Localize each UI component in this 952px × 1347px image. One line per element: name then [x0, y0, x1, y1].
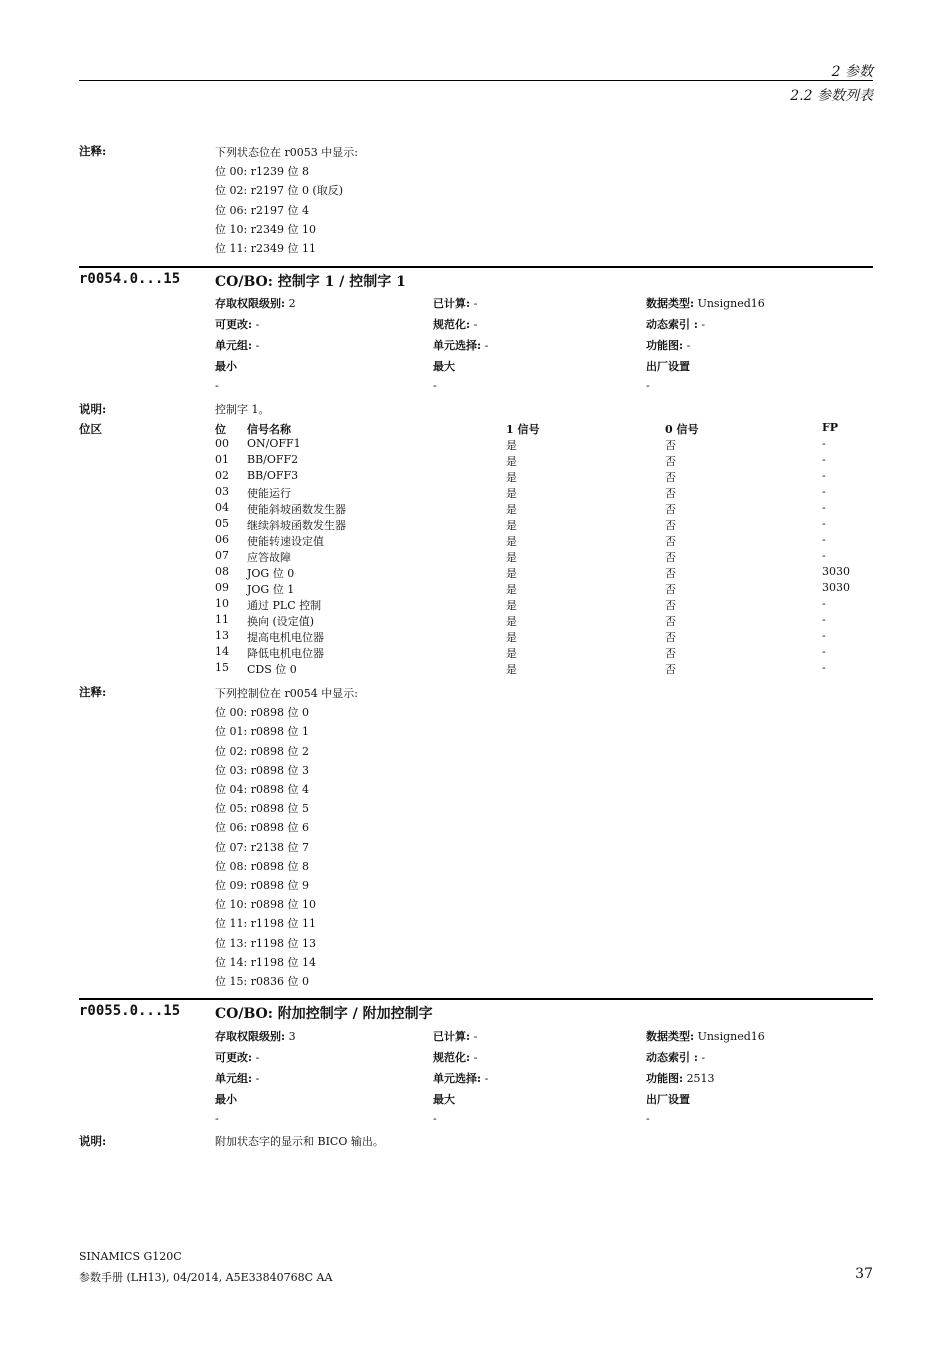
col-bit: 位	[215, 423, 226, 436]
top-note-block	[215, 143, 358, 258]
function-diagram-label: 功能图:	[646, 339, 684, 352]
param-divider	[79, 266, 873, 268]
factory-label: 出厂设置	[646, 1093, 690, 1106]
signal-1: 是	[506, 551, 517, 564]
calculated	[433, 295, 477, 311]
table-row	[215, 597, 875, 613]
note-line: 位 06: r2197 位 4	[215, 203, 309, 217]
signal-0: 否	[665, 631, 676, 644]
fp-ref: -	[822, 661, 826, 674]
chapter-title: 2 参数	[831, 64, 873, 80]
fp-ref: -	[822, 517, 826, 530]
dynamic-index-value: -	[701, 1051, 706, 1064]
table-row	[215, 661, 875, 677]
signal-1: 是	[506, 535, 517, 548]
note-line: 位 00: r1239 位 8	[215, 165, 309, 179]
signal-1: 是	[506, 487, 517, 500]
max-label: 最大	[433, 1093, 455, 1106]
min-label: 最小	[215, 1093, 237, 1106]
calculated-value: -	[473, 1030, 478, 1043]
section-title: 2.2 参数列表	[790, 88, 873, 104]
table-row	[215, 549, 875, 565]
signal-name: 降低电机电位器	[247, 647, 324, 660]
scaling-value: -	[473, 318, 478, 331]
max-label: 最大	[433, 360, 455, 373]
col-signal-0: 0 信号	[665, 423, 699, 436]
unit-group	[215, 337, 259, 353]
dynamic-index-label: 动态索引 :	[646, 1051, 698, 1064]
access-level-value: 2	[288, 297, 296, 310]
note-line: 位 14: r1198 位 14	[215, 955, 316, 969]
bitfield-header	[215, 421, 875, 437]
table-row	[215, 613, 875, 629]
note-intro: 下列状态位在 r0053 中显示:	[215, 146, 358, 159]
description-text: 附加状态字的显示和 BICO 输出。	[215, 1135, 384, 1148]
function-diagram	[646, 337, 690, 353]
table-row	[215, 581, 875, 597]
signal-0: 否	[665, 439, 676, 452]
data-type	[646, 1028, 765, 1044]
max-value: -	[433, 379, 437, 392]
signal-1: 是	[506, 567, 517, 580]
signal-name: 继续斜坡函数发生器	[247, 519, 346, 532]
unit-group	[215, 1070, 259, 1086]
note-line: 位 13: r1198 位 13	[215, 936, 316, 950]
access-level-label: 存取权限级别:	[215, 297, 286, 310]
factory-label: 出厂设置	[646, 360, 690, 373]
col-signal-1: 1 信号	[506, 423, 540, 436]
signal-name: 使能转速设定值	[247, 535, 324, 548]
signal-name: 换向 (设定值)	[247, 615, 315, 628]
bit-number: 13	[215, 629, 229, 642]
signal-0: 否	[665, 503, 676, 516]
note-line: 位 09: r0898 位 9	[215, 879, 309, 893]
access-level-label: 存取权限级别:	[215, 1030, 286, 1043]
signal-1: 是	[506, 599, 517, 612]
min-value: -	[215, 1112, 219, 1125]
note-line: 位 00: r0898 位 0	[215, 706, 309, 720]
signal-1: 是	[506, 503, 517, 516]
bit-number: 14	[215, 645, 229, 658]
signal-1: 是	[506, 519, 517, 532]
signal-0: 否	[665, 455, 676, 468]
note-line: 位 01: r0898 位 1	[215, 725, 309, 739]
unit-selection	[433, 1070, 488, 1086]
calculated	[433, 1028, 477, 1044]
note-line: 位 02: r0898 位 2	[215, 744, 309, 758]
data-type-label: 数据类型:	[646, 1030, 695, 1043]
signal-0: 否	[665, 615, 676, 628]
fp-ref: -	[822, 501, 826, 514]
bit-number: 00	[215, 437, 229, 450]
table-row	[215, 645, 875, 661]
function-diagram-value: -	[686, 339, 691, 352]
description-label: 说明:	[79, 402, 107, 416]
bit-number: 05	[215, 517, 229, 530]
bit-number: 11	[215, 613, 229, 626]
bit-number: 02	[215, 469, 229, 482]
data-type-label: 数据类型:	[646, 297, 695, 310]
signal-0: 否	[665, 599, 676, 612]
data-type-value: Unsigned16	[697, 297, 765, 310]
fp-ref: -	[822, 597, 826, 610]
unit-group-label: 单元组:	[215, 1072, 253, 1085]
bit-number: 04	[215, 501, 229, 514]
fp-ref: -	[822, 549, 826, 562]
scaling	[433, 316, 477, 332]
signal-1: 是	[506, 631, 517, 644]
signal-0: 否	[665, 519, 676, 532]
dynamic-index	[646, 316, 705, 332]
fp-ref: 3030	[822, 565, 850, 578]
note-line: 位 07: r2138 位 7	[215, 840, 309, 854]
col-signal-name: 信号名称	[247, 423, 291, 436]
param-id: r0054.0...15	[79, 271, 181, 287]
max-value: -	[433, 1112, 437, 1125]
description-text: 控制字 1。	[215, 403, 270, 416]
unit-group-value: -	[255, 339, 260, 352]
signal-0: 否	[665, 583, 676, 596]
unit-selection-value: -	[484, 339, 489, 352]
fp-ref: -	[822, 645, 826, 658]
dynamic-index-value: -	[701, 318, 706, 331]
function-diagram	[646, 1070, 715, 1086]
table-row	[215, 469, 875, 485]
unit-selection-value: -	[484, 1072, 489, 1085]
signal-name: 应答故障	[247, 551, 291, 564]
note-line: 位 15: r0836 位 0	[215, 975, 309, 989]
scaling	[433, 1049, 477, 1065]
table-row	[215, 485, 875, 501]
dynamic-index-label: 动态索引 :	[646, 318, 698, 331]
param-id: r0055.0...15	[79, 1003, 181, 1019]
signal-name: 通过 PLC 控制	[247, 599, 322, 612]
changeable	[215, 1049, 259, 1065]
table-row	[215, 629, 875, 645]
signal-1: 是	[506, 663, 517, 676]
table-row	[215, 437, 875, 453]
scaling-label: 规范化:	[433, 1051, 471, 1064]
bit-number: 08	[215, 565, 229, 578]
calculated-value: -	[473, 297, 478, 310]
dynamic-index	[646, 1049, 705, 1065]
bitfield-label: 位区	[79, 422, 102, 436]
signal-0: 否	[665, 567, 676, 580]
fp-ref: -	[822, 629, 826, 642]
signal-1: 是	[506, 615, 517, 628]
control-bit-note-block	[215, 684, 358, 991]
changeable-label: 可更改:	[215, 318, 253, 331]
signal-name: ON/OFF1	[247, 437, 301, 450]
fp-ref: -	[822, 469, 826, 482]
bitfield-table	[215, 421, 875, 677]
footer-product: SINAMICS G120C	[79, 1250, 182, 1263]
signal-1: 是	[506, 583, 517, 596]
col-fp: FP	[822, 421, 839, 434]
factory-value: -	[646, 379, 650, 392]
signal-name: JOG 位 0	[247, 567, 295, 580]
changeable-value: -	[255, 318, 260, 331]
signal-0: 否	[665, 647, 676, 660]
bit-number: 01	[215, 453, 229, 466]
table-row	[215, 565, 875, 581]
note-line: 位 05: r0898 位 5	[215, 802, 309, 816]
note-line: 位 10: r0898 位 10	[215, 898, 316, 912]
param-title: CO/BO: 控制字 1 / 控制字 1	[215, 274, 406, 290]
bit-number: 03	[215, 485, 229, 498]
unit-group-label: 单元组:	[215, 339, 253, 352]
note-line: 位 11: r1198 位 11	[215, 917, 316, 931]
fp-ref: -	[822, 485, 826, 498]
calculated-label: 已计算:	[433, 297, 471, 310]
note-label: 注释:	[79, 144, 107, 158]
signal-1: 是	[506, 471, 517, 484]
note-line: 位 03: r0898 位 3	[215, 763, 309, 777]
scaling-value: -	[473, 1051, 478, 1064]
note-label: 注释:	[79, 685, 107, 699]
unit-group-value: -	[255, 1072, 260, 1085]
signal-name: BB/OFF2	[247, 453, 299, 466]
factory-value: -	[646, 1112, 650, 1125]
table-row	[215, 453, 875, 469]
function-diagram-label: 功能图:	[646, 1072, 684, 1085]
access-level	[215, 1028, 296, 1044]
signal-name: CDS 位 0	[247, 663, 297, 676]
unit-selection-label: 单元选择:	[433, 1072, 482, 1085]
bit-number: 07	[215, 549, 229, 562]
unit-selection	[433, 337, 488, 353]
signal-name: 提高电机电位器	[247, 631, 324, 644]
bit-number: 06	[215, 533, 229, 546]
signal-name: 使能斜坡函数发生器	[247, 503, 346, 516]
unit-selection-label: 单元选择:	[433, 339, 482, 352]
header-divider	[79, 80, 873, 81]
table-row	[215, 517, 875, 533]
signal-name: JOG 位 1	[247, 583, 295, 596]
param-title: CO/BO: 附加控制字 / 附加控制字	[215, 1006, 433, 1022]
function-diagram-value: 2513	[686, 1072, 715, 1085]
data-type	[646, 295, 765, 311]
min-label: 最小	[215, 360, 237, 373]
footer-manual: 参数手册 (LH13), 04/2014, A5E33840768C AA	[79, 1271, 333, 1284]
calculated-label: 已计算:	[433, 1030, 471, 1043]
fp-ref: -	[822, 613, 826, 626]
page-number: 37	[855, 1266, 873, 1282]
bit-number: 10	[215, 597, 229, 610]
fp-ref: -	[822, 437, 826, 450]
signal-0: 否	[665, 535, 676, 548]
bit-number: 15	[215, 661, 229, 674]
min-value: -	[215, 379, 219, 392]
table-row	[215, 533, 875, 549]
note-line: 位 10: r2349 位 10	[215, 222, 316, 236]
note-line: 位 04: r0898 位 4	[215, 783, 309, 797]
fp-ref: 3030	[822, 581, 850, 594]
bit-number: 09	[215, 581, 229, 594]
data-type-value: Unsigned16	[697, 1030, 765, 1043]
access-level-value: 3	[288, 1030, 296, 1043]
signal-0: 否	[665, 551, 676, 564]
signal-0: 否	[665, 471, 676, 484]
signal-1: 是	[506, 439, 517, 452]
scaling-label: 规范化:	[433, 318, 471, 331]
signal-0: 否	[665, 487, 676, 500]
note-line: 位 08: r0898 位 8	[215, 859, 309, 873]
fp-ref: -	[822, 453, 826, 466]
note-line: 位 11: r2349 位 11	[215, 242, 316, 256]
changeable	[215, 316, 259, 332]
signal-1: 是	[506, 455, 517, 468]
signal-0: 否	[665, 663, 676, 676]
changeable-value: -	[255, 1051, 260, 1064]
note-line: 位 02: r2197 位 0 (取反)	[215, 184, 344, 198]
note-line: 位 06: r0898 位 6	[215, 821, 309, 835]
changeable-label: 可更改:	[215, 1051, 253, 1064]
fp-ref: -	[822, 533, 826, 546]
access-level	[215, 295, 296, 311]
description-label: 说明:	[79, 1134, 107, 1148]
note-intro: 下列控制位在 r0054 中显示:	[215, 687, 358, 700]
signal-name: BB/OFF3	[247, 469, 299, 482]
table-row	[215, 501, 875, 517]
param-divider	[79, 998, 873, 1000]
signal-1: 是	[506, 647, 517, 660]
signal-name: 使能运行	[247, 487, 291, 500]
